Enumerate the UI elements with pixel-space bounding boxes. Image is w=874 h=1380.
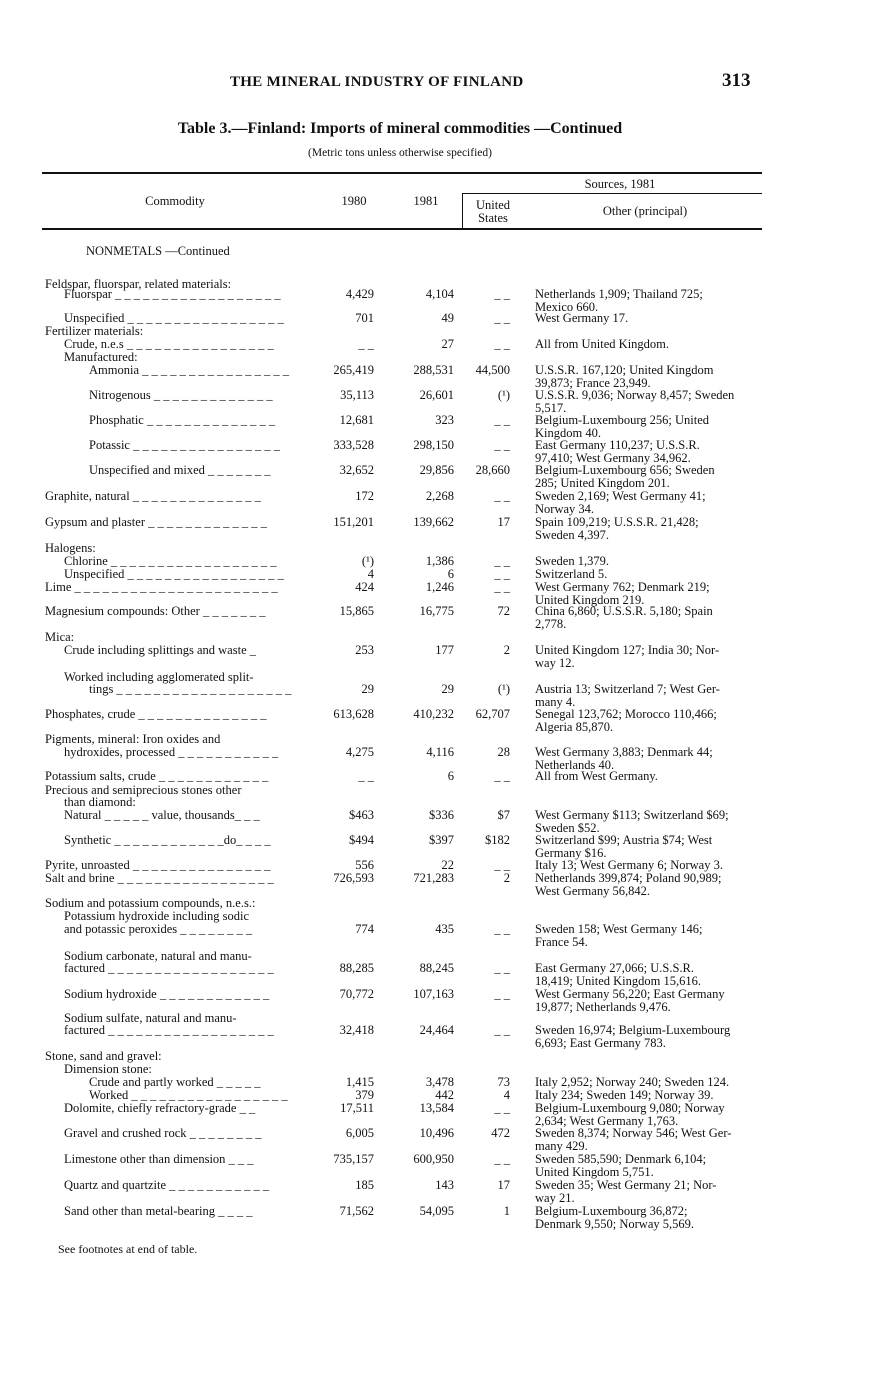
- other-sources-cell: Austria 13; Switzerland 7; West Ger- many 4.: [535, 682, 720, 709]
- other-sources-cell: Sweden 2,169; West Germany 41; Norway 34.: [535, 489, 706, 516]
- us-source-cell: (¹): [497, 682, 510, 696]
- value-1980-cell: 333,528: [333, 438, 374, 452]
- us-source-cell: 17: [497, 515, 510, 529]
- commodity-cell: Potassium salts, crude _ _ _ _ _ _ _ _ _ _ _ _: [45, 769, 269, 783]
- us-source-cell: _ _: [494, 858, 510, 872]
- value-1980-cell: 1,415: [345, 1075, 374, 1089]
- us-source-cell: 62,707: [475, 707, 510, 721]
- value-1980-cell: 701: [355, 311, 374, 325]
- us-source-cell: _ _: [494, 922, 510, 936]
- value-1981-cell: 29: [441, 682, 454, 696]
- value-1981-cell: 143: [435, 1178, 454, 1192]
- other-sources-cell: West Germany 3,883; Denmark 44; Netherlands 40.: [535, 745, 713, 772]
- running-title: THE MINERAL INDUSTRY OF FINLAND: [230, 74, 524, 90]
- other-sources-cell: Switzerland 5.: [535, 567, 608, 581]
- other-sources-cell: All from West Germany.: [535, 769, 658, 783]
- value-1980-cell: 12,681: [339, 413, 374, 427]
- value-1980-cell: $494: [349, 833, 374, 847]
- value-1981-cell: 13,584: [419, 1101, 454, 1115]
- commodity-cell: Pigments, mineral: Iron oxides and: [45, 732, 221, 746]
- commodity-cell: Quartz and quartzite _ _ _ _ _ _ _ _ _ _ _: [64, 1178, 270, 1192]
- header-bottom-rule: [42, 228, 762, 230]
- value-1980-cell: 88,285: [339, 961, 374, 975]
- value-1981-cell: 29,856: [419, 463, 454, 477]
- value-1980-cell: (¹): [361, 554, 374, 568]
- other-sources-cell: Belgium-Luxembourg 656; Sweden 285; United Kingdom 201.: [535, 463, 715, 490]
- col-header-us-line2: States: [478, 211, 508, 225]
- commodity-cell: Crude and partly worked _ _ _ _ _: [89, 1075, 261, 1089]
- commodity-cell: Manufactured:: [64, 350, 138, 364]
- col-header-1981: 1981: [413, 194, 439, 208]
- commodity-cell: Mica:: [45, 630, 75, 644]
- other-sources-cell: West Germany 17.: [535, 311, 629, 325]
- commodity-cell: Unspecified _ _ _ _ _ _ _ _ _ _ _ _ _ _ _ _ _: [64, 311, 284, 325]
- other-sources-cell: Sweden 8,374; Norway 546; West Ger- many 429.: [535, 1126, 732, 1153]
- commodity-cell: Unspecified _ _ _ _ _ _ _ _ _ _ _ _ _ _ _ _ _: [64, 567, 284, 581]
- value-1981-cell: 10,496: [419, 1126, 454, 1140]
- us-source-cell: 2: [503, 643, 510, 657]
- commodity-cell: Salt and brine _ _ _ _ _ _ _ _ _ _ _ _ _ _ _ _ _: [45, 871, 274, 885]
- us-source-cell: _ _: [494, 413, 510, 427]
- value-1980-cell: 35,113: [340, 388, 374, 402]
- commodity-cell: Stone, sand and gravel:: [45, 1049, 162, 1063]
- col-header-commodity: Commodity: [145, 194, 205, 208]
- us-source-cell: 4: [503, 1088, 510, 1102]
- value-1981-cell: 6: [447, 769, 454, 783]
- commodity-cell: Synthetic _ _ _ _ _ _ _ _ _ _ _ _do_ _ _ _: [64, 833, 271, 847]
- value-1981-cell: 435: [435, 922, 454, 936]
- commodity-cell: Sand other than metal-bearing _ _ _ _: [64, 1204, 253, 1218]
- commodity-cell: Ammonia _ _ _ _ _ _ _ _ _ _ _ _ _ _ _ _: [89, 363, 289, 377]
- value-1980-cell: 613,628: [333, 707, 374, 721]
- value-1981-cell: 323: [435, 413, 454, 427]
- commodity-cell: Gypsum and plaster _ _ _ _ _ _ _ _ _ _ _ _ _: [45, 515, 267, 529]
- us-source-cell: _ _: [494, 287, 510, 301]
- us-source-cell: _ _: [494, 337, 510, 351]
- other-sources-cell: China 6,860; U.S.S.R. 5,180; Spain 2,778.: [535, 604, 713, 631]
- value-1980-cell: 424: [355, 580, 374, 594]
- commodity-cell: Fertilizer materials:: [45, 324, 144, 338]
- value-1981-cell: 88,245: [419, 961, 454, 975]
- value-1981-cell: 4,104: [425, 287, 454, 301]
- other-sources-cell: Senegal 123,762; Morocco 110,466; Algeria 85,870.: [535, 707, 717, 734]
- commodity-cell: hydroxides, processed _ _ _ _ _ _ _ _ _ _ _: [64, 745, 279, 759]
- us-source-cell: (¹): [497, 388, 510, 402]
- commodity-cell: Lime _ _ _ _ _ _ _ _ _ _ _ _ _ _ _ _ _ _ _ _ _ _: [45, 580, 278, 594]
- value-1980-cell: 4,275: [345, 745, 374, 759]
- value-1981-cell: 22: [441, 858, 454, 872]
- value-1980-cell: 185: [355, 1178, 374, 1192]
- commodity-cell: Phosphates, crude _ _ _ _ _ _ _ _ _ _ _ _ _ _: [45, 707, 267, 721]
- us-source-cell: $182: [485, 833, 510, 847]
- other-sources-cell: Sweden 35; West Germany 21; Nor- way 21.: [535, 1178, 717, 1205]
- commodity-cell: factured _ _ _ _ _ _ _ _ _ _ _ _ _ _ _ _ _ _: [64, 1023, 274, 1037]
- commodity-cell: factured _ _ _ _ _ _ _ _ _ _ _ _ _ _ _ _ _ _: [64, 961, 274, 975]
- value-1981-cell: 27: [441, 337, 454, 351]
- commodity-cell: Limestone other than dimension _ _ _: [64, 1152, 254, 1166]
- commodity-cell: Natural _ _ _ _ _ value, thousands_ _ _: [64, 808, 260, 822]
- value-1981-cell: 442: [435, 1088, 454, 1102]
- us-source-cell: 72: [497, 604, 510, 618]
- commodity-cell: Nitrogenous _ _ _ _ _ _ _ _ _ _ _ _ _: [89, 388, 273, 402]
- other-sources-cell: Belgium-Luxembourg 9,080; Norway 2,634; West Germany 1,763.: [535, 1101, 725, 1128]
- value-1981-cell: 6: [447, 567, 454, 581]
- col-header-sources: Sources, 1981: [584, 177, 656, 191]
- commodity-cell: Crude including splittings and waste _: [64, 643, 256, 657]
- commodity-cell: Graphite, natural _ _ _ _ _ _ _ _ _ _ _ _ _ _: [45, 489, 261, 503]
- section-heading: NONMETALS —Continued: [86, 244, 230, 258]
- us-source-cell: 17: [497, 1178, 510, 1192]
- table-subtitle: (Metric tons unless otherwise specified): [308, 147, 492, 159]
- us-source-cell: $7: [497, 808, 510, 822]
- us-source-cell: _ _: [494, 580, 510, 594]
- other-sources-cell: Belgium-Luxembourg 256; United Kingdom 40.: [535, 413, 710, 440]
- commodity-cell: Chlorine _ _ _ _ _ _ _ _ _ _ _ _ _ _ _ _ _ _: [64, 554, 277, 568]
- other-sources-cell: West Germany 56,220; East Germany 19,877; Netherlands 9,476.: [535, 987, 725, 1014]
- us-source-cell: _ _: [494, 961, 510, 975]
- value-1981-cell: 177: [435, 643, 454, 657]
- commodity-cell: Dimension stone:: [64, 1062, 152, 1076]
- page-number: 313: [722, 70, 751, 91]
- value-1980-cell: 774: [355, 922, 374, 936]
- value-1980-cell: 379: [355, 1088, 374, 1102]
- us-source-cell: 2: [503, 871, 510, 885]
- other-sources-cell: All from United Kingdom.: [535, 337, 670, 351]
- us-source-cell: _ _: [494, 567, 510, 581]
- value-1980-cell: 253: [355, 643, 374, 657]
- value-1981-cell: 1,386: [425, 554, 454, 568]
- other-sources-cell: Sweden 585,590; Denmark 6,104; United Kingdom 5,751.: [535, 1152, 707, 1179]
- value-1981-cell: 49: [441, 311, 454, 325]
- other-sources-cell: Sweden 16,974; Belgium-Luxembourg 6,693; East Germany 783.: [535, 1023, 731, 1050]
- value-1980-cell: 71,562: [339, 1204, 374, 1218]
- value-1981-cell: 3,478: [425, 1075, 454, 1089]
- value-1980-cell: 15,865: [339, 604, 374, 618]
- other-sources-cell: Italy 2,952; Norway 240; Sweden 124.: [535, 1075, 730, 1089]
- us-source-cell: _ _: [494, 769, 510, 783]
- value-1981-cell: 1,246: [425, 580, 454, 594]
- commodity-cell: Sodium sulfate, natural and manu-: [64, 1011, 237, 1025]
- commodity-cell: Unspecified and mixed _ _ _ _ _ _ _: [89, 463, 271, 477]
- value-1980-cell: 556: [355, 858, 374, 872]
- other-sources-cell: West Germany 762; Denmark 219; United Kingdom 219.: [535, 580, 710, 607]
- us-source-cell: _ _: [494, 987, 510, 1001]
- commodity-cell: Sodium hydroxide _ _ _ _ _ _ _ _ _ _ _ _: [64, 987, 270, 1001]
- value-1980-cell: 151,201: [333, 515, 374, 529]
- other-sources-cell: Italy 234; Sweden 149; Norway 39.: [535, 1088, 714, 1102]
- us-source-cell: _ _: [494, 311, 510, 325]
- commodity-cell: than diamond:: [64, 795, 136, 809]
- other-sources-cell: East Germany 110,237; U.S.S.R. 97,410; West Germany 34,962.: [535, 438, 700, 465]
- value-1980-cell: 172: [355, 489, 374, 503]
- value-1981-cell: 4,116: [426, 745, 454, 759]
- table-top-rule: [42, 172, 762, 174]
- other-sources-cell: U.S.S.R. 167,120; United Kingdom 39,873; France 23,949.: [535, 363, 714, 390]
- other-sources-cell: Netherlands 1,909; Thailand 725; Mexico 660.: [535, 287, 703, 314]
- us-source-cell: _ _: [494, 1152, 510, 1166]
- value-1981-cell: $397: [429, 833, 454, 847]
- other-sources-cell: Netherlands 399,874; Poland 90,989; West Germany 56,842.: [535, 871, 722, 898]
- other-sources-cell: Spain 109,219; U.S.S.R. 21,428; Sweden 4,397.: [535, 515, 699, 542]
- value-1980-cell: 4,429: [345, 287, 374, 301]
- value-1981-cell: 26,601: [419, 388, 454, 402]
- other-sources-cell: United Kingdom 127; India 30; Nor- way 12.: [535, 643, 720, 670]
- value-1980-cell: $463: [349, 808, 374, 822]
- commodity-cell: Dolomite, chiefly refractory-grade _ _: [64, 1101, 256, 1115]
- other-sources-cell: East Germany 27,066; U.S.S.R. 18,419; United Kingdom 15,616.: [535, 961, 701, 988]
- us-source-cell: _ _: [494, 438, 510, 452]
- other-sources-cell: Switzerland $99; Austria $74; West Germany $16.: [535, 833, 713, 860]
- us-source-cell: 28: [497, 745, 510, 759]
- us-source-cell: _ _: [494, 554, 510, 568]
- us-source-cell: 472: [491, 1126, 510, 1140]
- us-source-cell: 28,660: [475, 463, 510, 477]
- value-1981-cell: 721,283: [413, 871, 454, 885]
- other-sources-cell: Sweden 1,379.: [535, 554, 609, 568]
- value-1980-cell: 735,157: [333, 1152, 374, 1166]
- value-1980-cell: 32,418: [339, 1023, 374, 1037]
- commodity-cell: Precious and semiprecious stones other: [45, 783, 242, 797]
- commodity-cell: Worked including agglomerated split-: [64, 670, 254, 684]
- footnote: See footnotes at end of table.: [58, 1242, 198, 1256]
- commodity-cell: Pyrite, unroasted _ _ _ _ _ _ _ _ _ _ _ _ _ _ _: [45, 858, 271, 872]
- other-sources-cell: Sweden 158; West Germany 146; France 54.: [535, 922, 703, 949]
- commodity-cell: tings _ _ _ _ _ _ _ _ _ _ _ _ _ _ _ _ _ _ _: [89, 682, 292, 696]
- commodity-cell: Feldspar, fluorspar, related materials:: [45, 277, 232, 291]
- commodity-cell: Halogens:: [45, 541, 96, 555]
- us-source-cell: _ _: [494, 1023, 510, 1037]
- value-1980-cell: 6,005: [345, 1126, 374, 1140]
- value-1980-cell: 726,593: [333, 871, 374, 885]
- value-1981-cell: 288,531: [413, 363, 454, 377]
- commodity-cell: Sodium and potassium compounds, n.e.s.:: [45, 896, 256, 910]
- commodity-cell: Sodium carbonate, natural and manu-: [64, 949, 252, 963]
- value-1980-cell: 17,511: [340, 1101, 374, 1115]
- value-1981-cell: 107,163: [413, 987, 454, 1001]
- value-1981-cell: 2,268: [425, 489, 454, 503]
- value-1981-cell: 139,662: [413, 515, 454, 529]
- col-header-other: Other (principal): [602, 204, 688, 218]
- value-1981-cell: 16,775: [419, 604, 454, 618]
- us-source-cell: 73: [497, 1075, 510, 1089]
- us-source-cell: _ _: [494, 489, 510, 503]
- commodity-cell: Potassium hydroxide including sodic: [64, 909, 250, 923]
- value-1980-cell: 32,652: [339, 463, 374, 477]
- commodity-cell: Gravel and crushed rock _ _ _ _ _ _ _ _: [64, 1126, 262, 1140]
- table-title: Table 3.—Finland: Imports of mineral commodities —Continued: [177, 120, 623, 137]
- value-1981-cell: 54,095: [419, 1204, 454, 1218]
- commodity-cell: Worked _ _ _ _ _ _ _ _ _ _ _ _ _ _ _ _ _: [89, 1088, 288, 1102]
- commodity-cell: and potassic peroxides _ _ _ _ _ _ _ _: [64, 922, 253, 936]
- value-1981-cell: 410,232: [413, 707, 454, 721]
- value-1981-cell: 24,464: [419, 1023, 454, 1037]
- commodity-cell: Fluorspar _ _ _ _ _ _ _ _ _ _ _ _ _ _ _ _ _ _: [64, 287, 281, 301]
- other-sources-cell: Italy 13; West Germany 6; Norway 3.: [535, 858, 723, 872]
- col-header-us-line1: United: [475, 198, 511, 212]
- other-sources-cell: West Germany $113; Switzerland $69; Sweden $52.: [535, 808, 729, 835]
- value-1980-cell: 265,419: [333, 363, 374, 377]
- value-1980-cell: 29: [361, 682, 374, 696]
- us-source-cell: 44,500: [475, 363, 510, 377]
- value-1981-cell: $336: [429, 808, 454, 822]
- value-1981-cell: 298,150: [413, 438, 454, 452]
- value-1980-cell: 4: [367, 567, 374, 581]
- other-sources-cell: U.S.S.R. 9,036; Norway 8,457; Sweden 5,517.: [535, 388, 735, 415]
- value-1981-cell: 600,950: [413, 1152, 454, 1166]
- value-1980-cell: _ _: [358, 769, 374, 783]
- value-1980-cell: 70,772: [339, 987, 374, 1001]
- commodity-cell: Potassic _ _ _ _ _ _ _ _ _ _ _ _ _ _ _ _: [89, 438, 280, 452]
- commodity-cell: Magnesium compounds: Other _ _ _ _ _ _ _: [45, 604, 266, 618]
- other-sources-cell: Belgium-Luxembourg 36,872; Denmark 9,550; Norway 5,569.: [535, 1204, 694, 1231]
- sources-rule: [462, 193, 762, 194]
- us-source-cell: 1: [503, 1204, 510, 1218]
- value-1980-cell: _ _: [358, 337, 374, 351]
- col-header-1980: 1980: [341, 194, 367, 208]
- us-source-cell: _ _: [494, 1101, 510, 1115]
- commodity-cell: Phosphatic _ _ _ _ _ _ _ _ _ _ _ _ _ _: [89, 413, 276, 427]
- commodity-cell: Crude, n.e.s _ _ _ _ _ _ _ _ _ _ _ _ _ _ _ _: [64, 337, 274, 351]
